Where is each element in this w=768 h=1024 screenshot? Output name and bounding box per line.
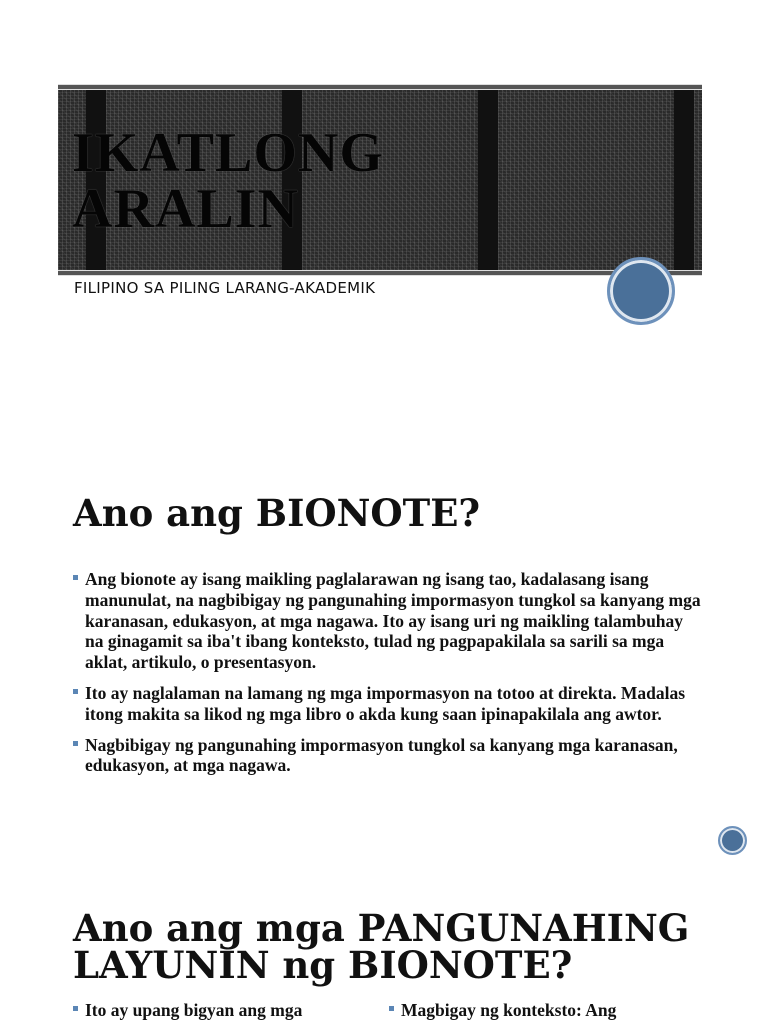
layunin-left-column (73, 1000, 373, 1021)
bullet-item: Ang bionote ay isang maikling paglalarawan ng isang tao, kadalasang isang manunulat, na nagbibigay ng pangunahing impormasyon tungkol sa kanyang mga karanasan, edukasyon, at mga nagawa. Ito ay isang uri ng maikling talambuhay na ginagamit sa iba't ibang konteksto, tulad ng pagpapakilala sa sarili sa mga aklat, artikulo, o presentasyon. (73, 569, 703, 673)
banner-bottom-edge (58, 270, 702, 276)
bullet-item: Ito ay naglalaman na lamang ng mga impormasyon na totoo at direkta. Madalas itong makita sa likod ng mga libro o akda kung saan ipinapakilala ang awtor. (73, 683, 703, 725)
decorative-circle-icon (607, 257, 675, 325)
slide-title-line-2: ARALIN (72, 178, 299, 240)
slide-title (72, 122, 384, 240)
bullet-item: Nagbibigay ng pangunahing impormasyon tungkol sa kanyang mga karanasan, edukasyon, at mga nagawa. (73, 735, 703, 777)
bionote-bullet-list (73, 569, 703, 786)
bullet-item: Magbigay ng konteksto: Ang (389, 1000, 689, 1021)
layunin-heading (73, 906, 690, 987)
slide-title-line-1: IKATLONG (72, 122, 384, 184)
bullet-item: Ito ay upang bigyan ang mga (73, 1000, 373, 1021)
layunin-heading-line-2: LAYUNIN ng BIONOTE? (73, 943, 573, 987)
small-decorative-circle-icon (718, 826, 747, 855)
bionote-heading: Ano ang BIONOTE? (73, 491, 481, 535)
slide-subtitle: FILIPINO SA PILING LARANG-AKADEMIK (74, 279, 376, 297)
layunin-right-column (389, 1000, 689, 1021)
layunin-heading-line-1: Ano ang mga PANGUNAHING (73, 906, 690, 950)
banner-top-edge (58, 84, 702, 90)
